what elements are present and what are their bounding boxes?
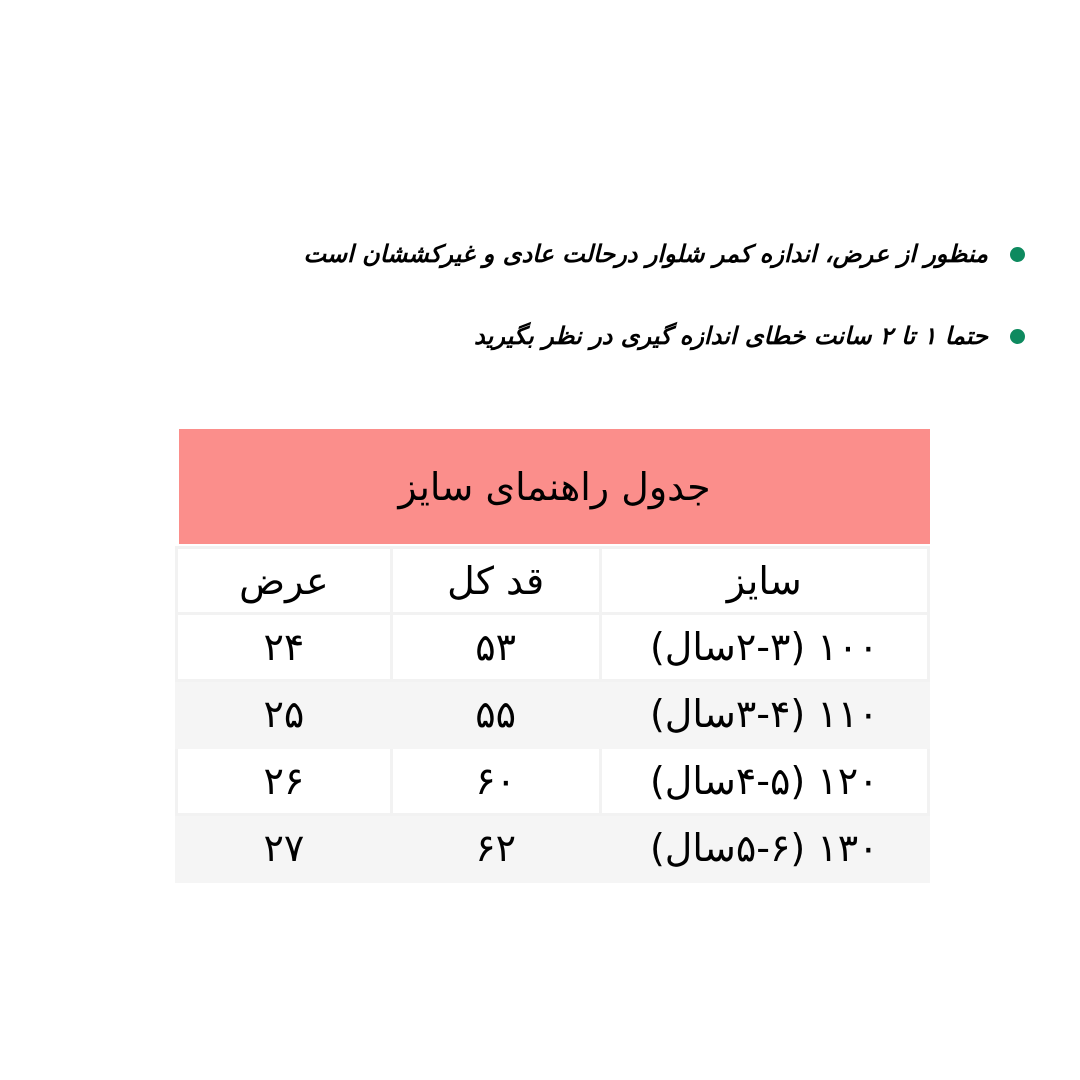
table-row — [177, 681, 929, 748]
bullet-icon — [1010, 329, 1025, 344]
cell-height: ۶۰ — [391, 748, 600, 815]
cell-size: ۱۳۰ (۵-۶سال) — [600, 815, 928, 882]
table-row — [177, 815, 929, 882]
notes-list — [303, 228, 1025, 392]
cell-width: ۲۵ — [177, 681, 392, 748]
cell-height: ۵۵ — [391, 681, 600, 748]
size-guide-table — [175, 429, 930, 883]
header-size: سایز — [600, 548, 928, 614]
bullet-icon — [1010, 247, 1025, 262]
table-header-row — [177, 548, 929, 614]
cell-width: ۲۶ — [177, 748, 392, 815]
note-text-width-definition: منظور از عرض، اندازه کمر شلوار درحالت عادی و غیرکششان است — [303, 240, 988, 268]
cell-width: ۲۴ — [177, 614, 392, 681]
table-title: جدول راهنمای سایز — [179, 429, 930, 544]
table-row — [177, 614, 929, 681]
cell-size: ۱۱۰ (۳-۴سال) — [600, 681, 928, 748]
cell-size: ۱۲۰ (۴-۵سال) — [600, 748, 928, 815]
cell-height: ۵۳ — [391, 614, 600, 681]
note-text-measurement-error: حتما ۱ تا ۲ سانت خطای اندازه گیری در نظر بگیرید — [474, 322, 988, 350]
cell-width: ۲۷ — [177, 815, 392, 882]
header-height: قد کل — [391, 548, 600, 614]
cell-height: ۶۲ — [391, 815, 600, 882]
table-row — [177, 748, 929, 815]
size-table-grid — [175, 546, 930, 883]
header-width: عرض — [177, 548, 392, 614]
note-item — [303, 228, 1025, 280]
cell-size: ۱۰۰ (۲-۳سال) — [600, 614, 928, 681]
note-item — [325, 310, 1025, 362]
